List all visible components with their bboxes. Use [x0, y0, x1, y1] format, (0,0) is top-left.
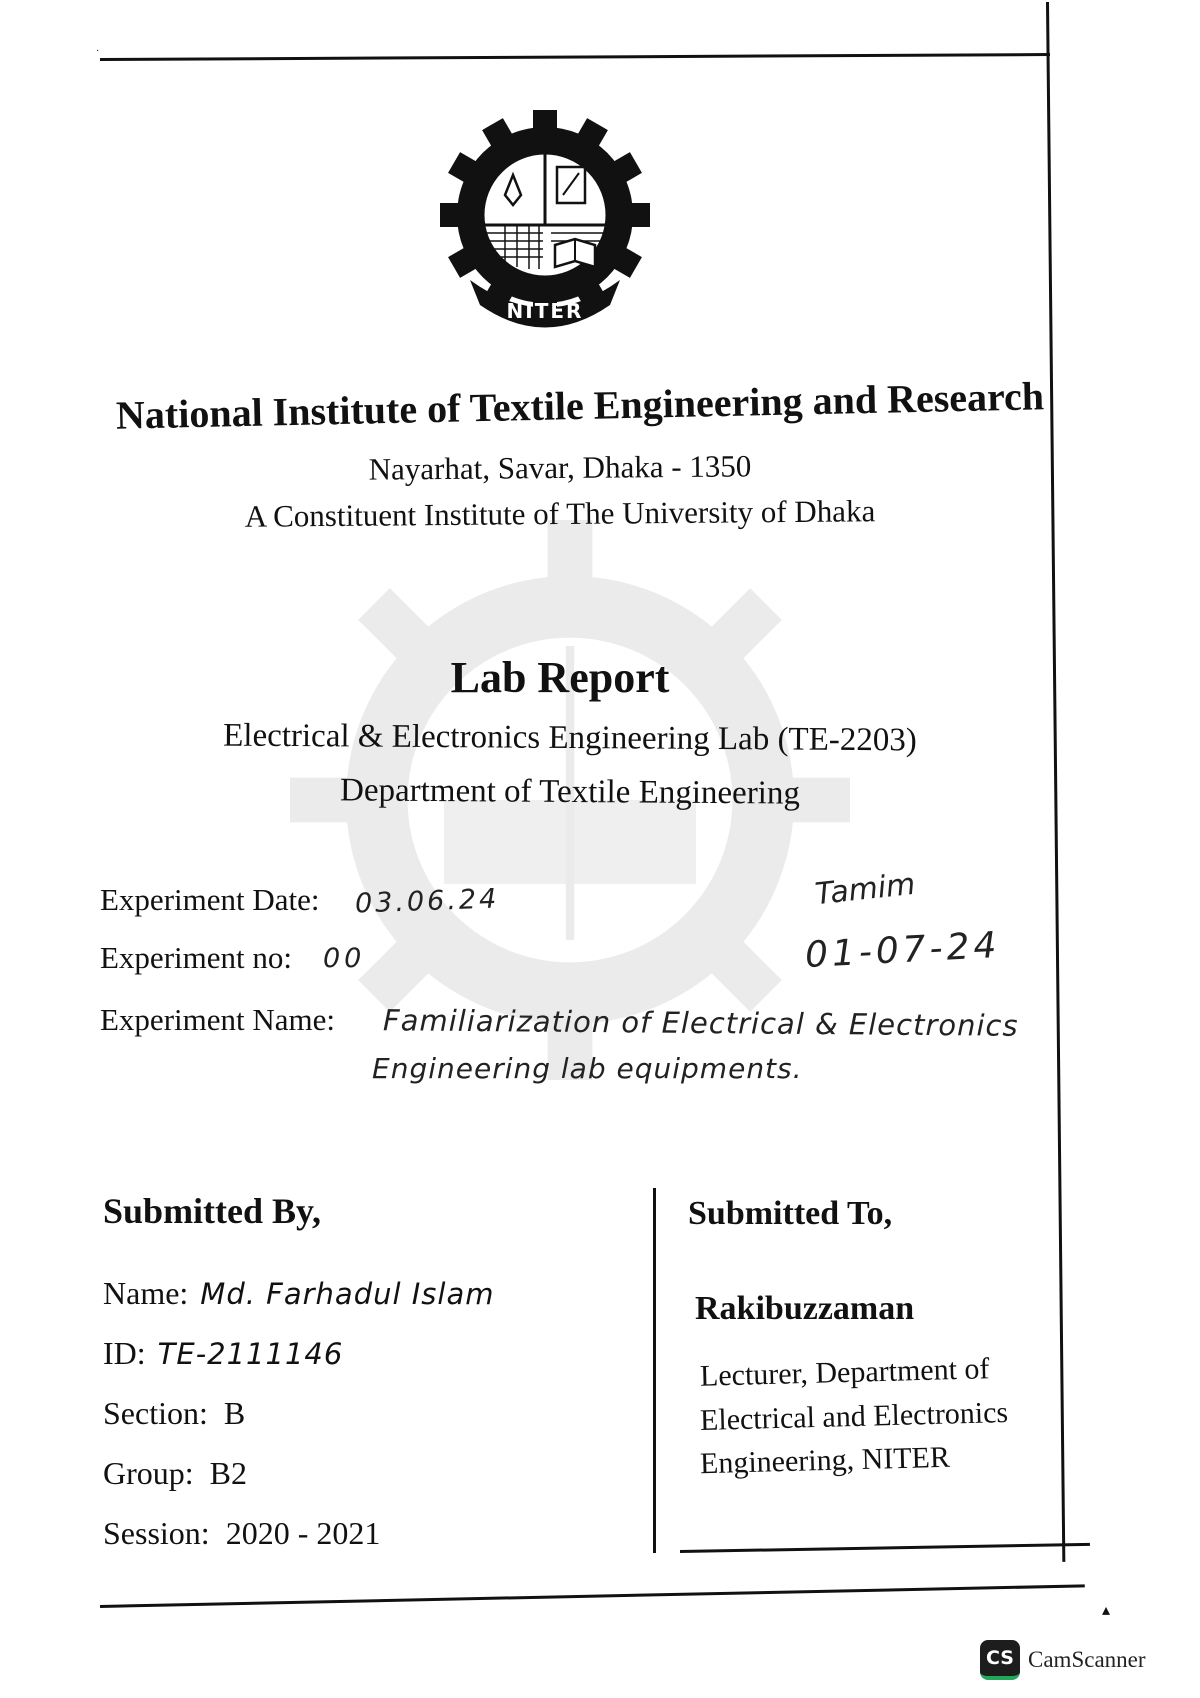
experiment-name-label: Experiment Name:: [100, 1002, 335, 1037]
institute-address: Nayarhat, Savar, Dhaka - 1350: [368, 448, 752, 487]
camscanner-icon: CS: [980, 1640, 1020, 1680]
student-id-row: [103, 1335, 343, 1372]
teacher-designation-line1: Lecturer, Department of: [699, 1352, 990, 1393]
submitted-by-heading: Submitted By,: [103, 1191, 322, 1231]
section-label: Section:: [103, 1395, 208, 1431]
session-value: 2020 - 2021: [225, 1515, 381, 1551]
logo-text: NITER: [506, 299, 584, 323]
group-label: Group:: [103, 1455, 194, 1491]
experiment-no-label: Experiment no:: [100, 940, 292, 975]
student-id-value: TE-2111146: [157, 1337, 344, 1371]
teacher-name: Rakibuzzaman: [695, 1290, 915, 1327]
group-row: [103, 1455, 247, 1492]
session-label: Session:: [103, 1515, 210, 1551]
camscanner-label: CamScanner: [1028, 1647, 1146, 1672]
frame-inner-bottom-border: [680, 1543, 1090, 1553]
institute-affiliation: A Constituent Institute of The University of Dhaka: [244, 493, 876, 534]
section-row: [103, 1395, 245, 1432]
report-title: Lab Report: [450, 653, 670, 702]
experiment-name-value-line1: Familiarization of Electrical & Electronics: [382, 1003, 1019, 1043]
experiment-date-value: 03.06.24: [354, 883, 500, 920]
frame-top-border: [100, 53, 1050, 61]
session-row: [103, 1515, 380, 1552]
submitted-to-heading: Submitted To,: [688, 1195, 893, 1232]
teacher-signature: Tamim: [813, 866, 917, 913]
student-name-value: Md. Farhadul Islam: [200, 1277, 495, 1311]
institute-name: National Institute of Textile Engineering and Research: [115, 373, 1045, 438]
frame-right-border: [1046, 2, 1065, 1562]
section-value: B: [223, 1395, 246, 1431]
column-divider: [653, 1188, 656, 1553]
student-name-row: [103, 1275, 495, 1312]
teacher-designation-line2: Electrical and Electronics: [699, 1395, 1009, 1438]
teacher-designation-line3: Engineering, NITER: [699, 1440, 951, 1481]
group-value: B2: [209, 1455, 247, 1491]
tick-mark: ▴: [1102, 1602, 1111, 1619]
corner-mark: ·: [96, 46, 100, 57]
student-name-label: Name:: [103, 1275, 189, 1311]
experiment-date-label: Experiment Date:: [100, 882, 320, 917]
student-id-label: ID:: [103, 1335, 146, 1371]
experiment-name-value-line2: Engineering lab equipments.: [372, 1052, 803, 1085]
niter-logo-icon: [440, 110, 650, 340]
experiment-no-value: 00: [323, 943, 366, 974]
signature-date: 01-07-24: [804, 924, 1002, 977]
camscanner-badge: [980, 1640, 1146, 1680]
frame-bottom-border: [100, 1584, 1085, 1608]
course-title: Electrical & Electronics Engineering Lab (TE-2203): [223, 717, 917, 759]
department-name: Department of Textile Engineering: [339, 772, 801, 812]
